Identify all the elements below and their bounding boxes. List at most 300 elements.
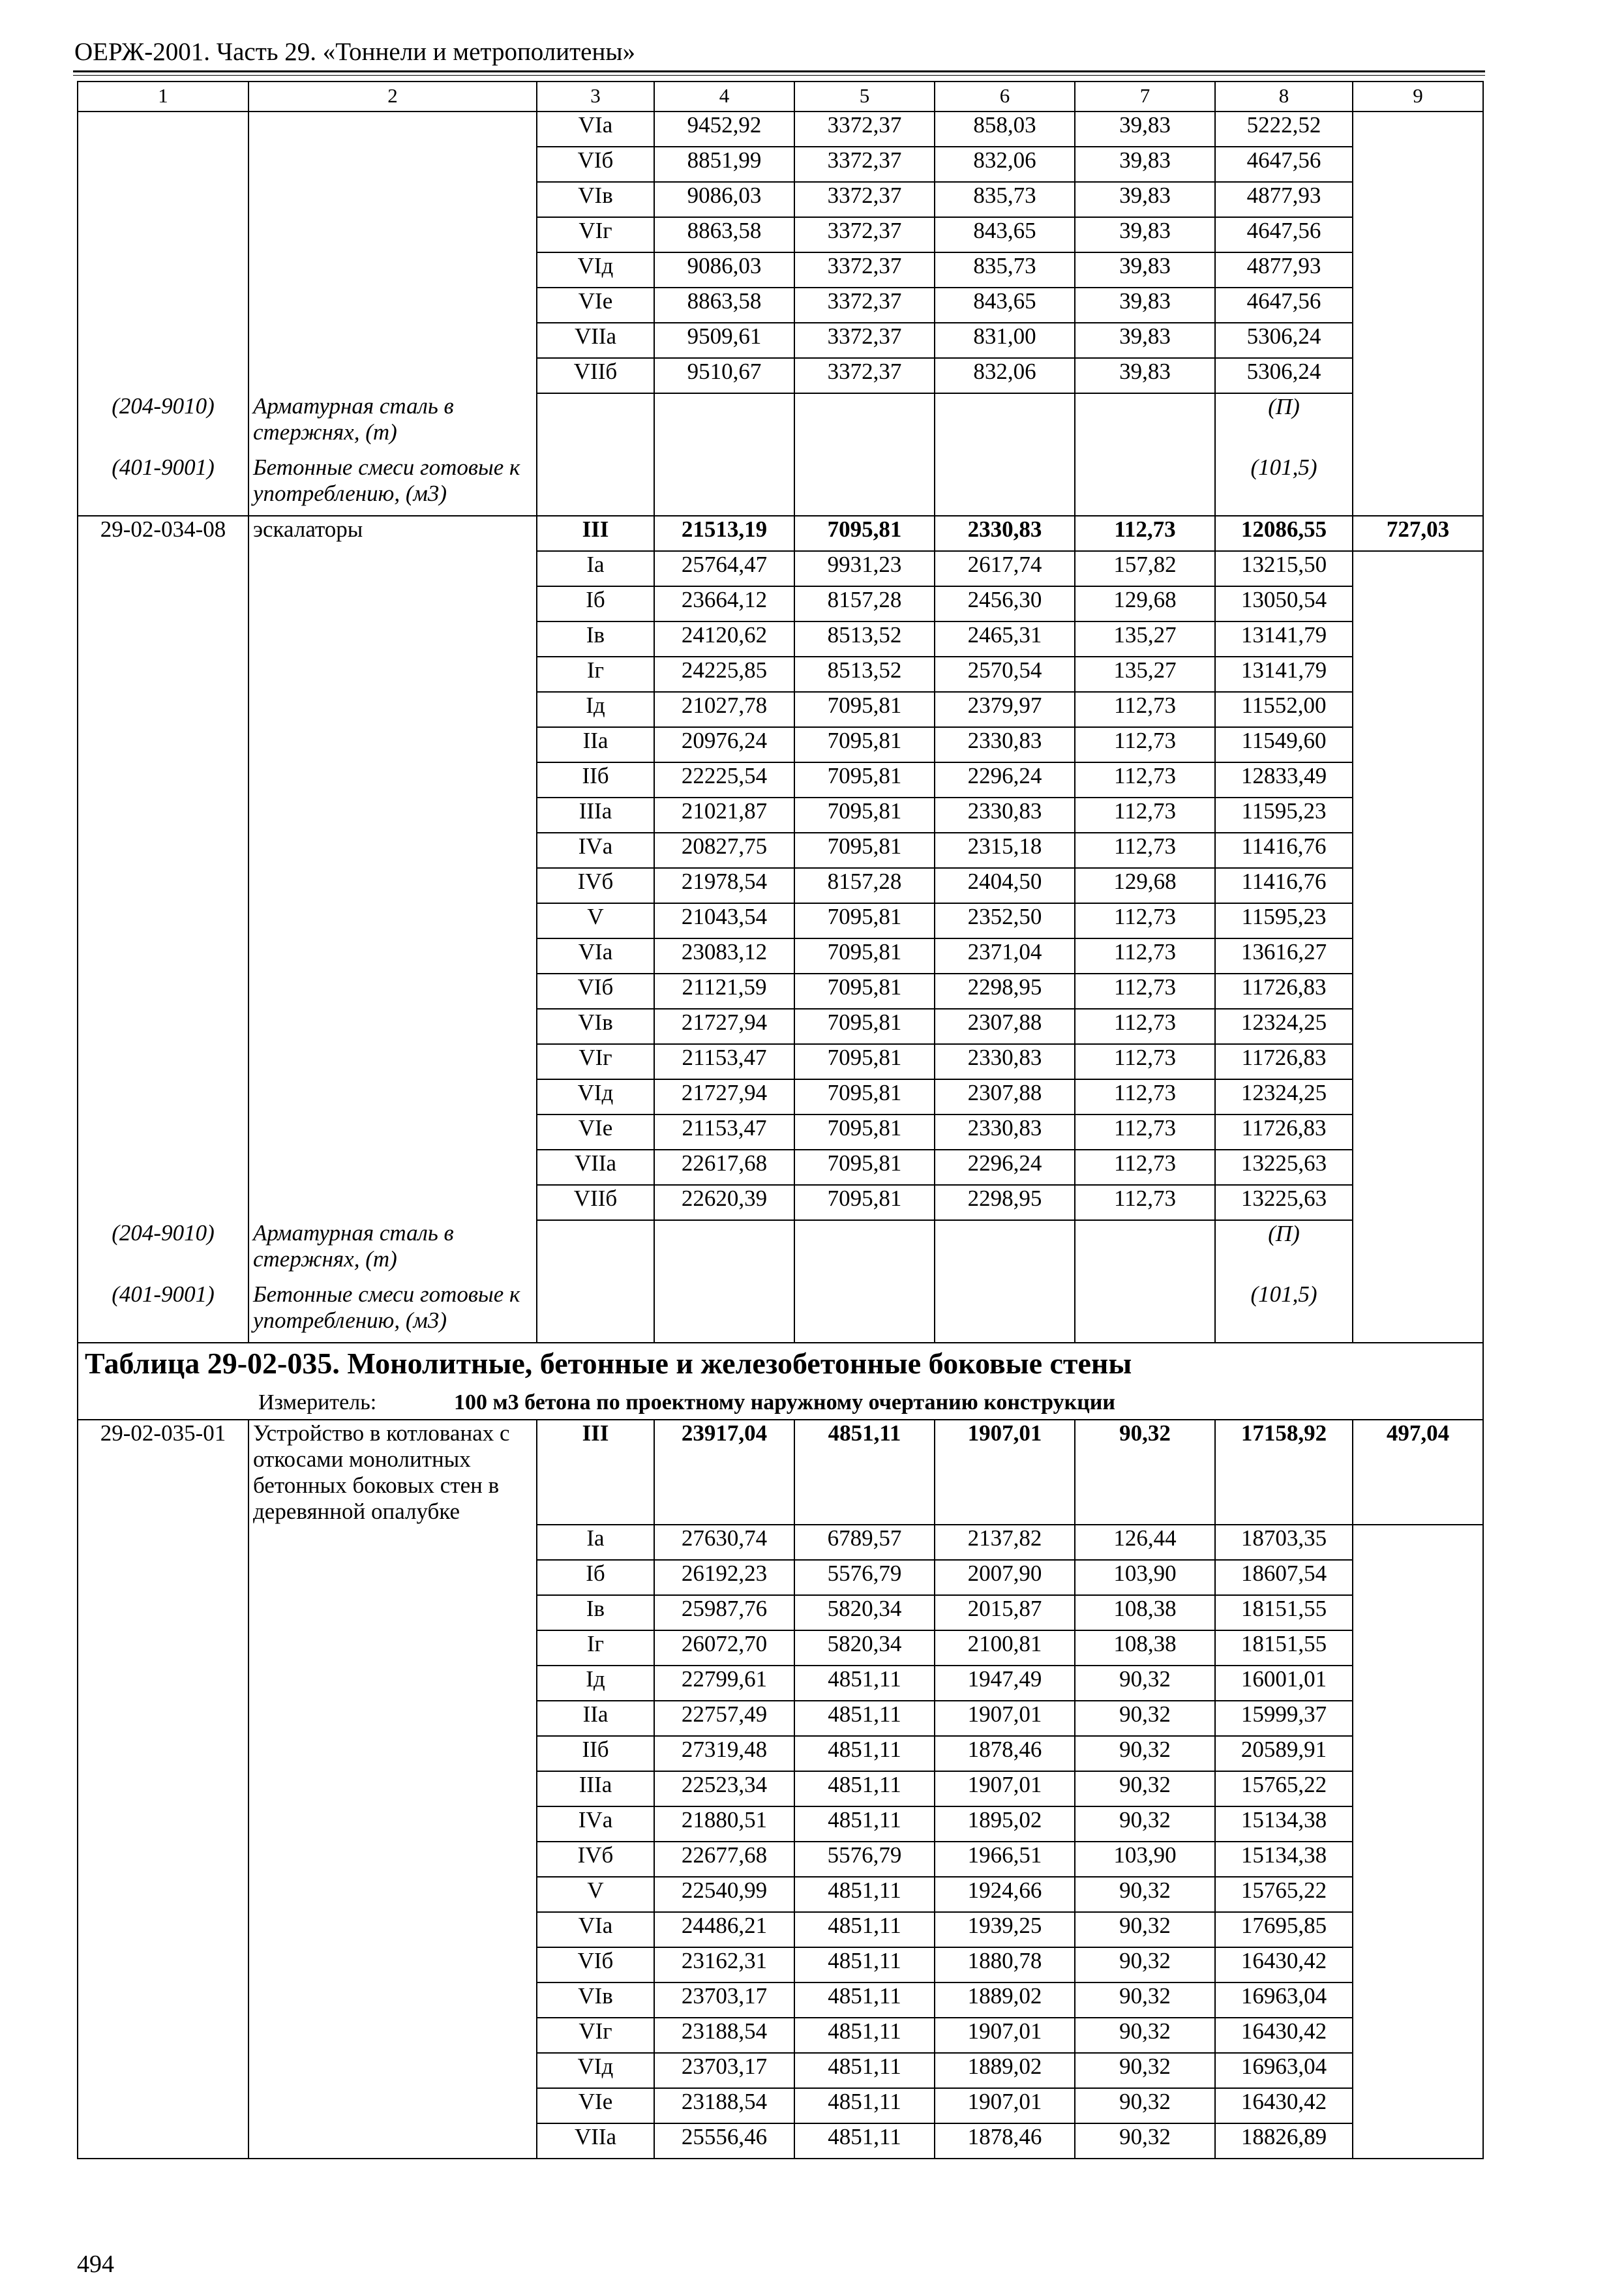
zone-cell: VIв [537,182,654,217]
zone-cell: VIIб [537,358,654,393]
value-cell-c9 [1353,1079,1483,1115]
zone-cell: IVа [537,833,654,868]
zone-cell: Iг [537,1630,654,1666]
value-cell-c9 [1353,657,1483,692]
value-cell-c7: 90,32 [1075,1701,1215,1736]
value-cell-c6: 2307,88 [935,1079,1075,1115]
table-row [78,2088,1483,2123]
zone-cell: IIа [537,727,654,762]
empty-cell [935,1281,1075,1343]
value-cell-c6: 2456,30 [935,586,1075,621]
rate-name-cell [248,974,537,1009]
value-cell-c4: 21727,94 [654,1009,794,1044]
empty-cell [1075,1220,1215,1281]
value-cell-c9 [1353,586,1483,621]
value-cell-c5: 3372,37 [794,112,935,147]
rate-code-cell [78,1947,248,1982]
value-cell-c5: 5576,79 [794,1560,935,1595]
material-name-cell: Арматурная сталь в стержнях, (т) [248,1220,537,1281]
table-row [78,1420,1483,1525]
value-cell-c6: 1895,02 [935,1806,1075,1842]
value-cell-c7: 90,32 [1075,1982,1215,2018]
rate-name-cell [248,938,537,974]
value-cell-c5: 5576,79 [794,1842,935,1877]
value-cell-c5: 7095,81 [794,1150,935,1185]
value-cell-c4: 21043,54 [654,903,794,938]
value-cell-c8: 12324,25 [1215,1009,1353,1044]
material-row [78,1281,1483,1343]
value-cell-c8: 5222,52 [1215,112,1353,147]
empty-cell [794,1220,935,1281]
value-cell-c6: 1889,02 [935,1982,1075,2018]
value-cell-c9 [1353,2018,1483,2053]
zone-cell: VIв [537,1009,654,1044]
rate-name-cell [248,798,537,833]
value-cell-c9 [1353,868,1483,903]
rate-name-cell [248,586,537,621]
value-cell-c7: 39,83 [1075,217,1215,252]
value-cell-c7: 90,32 [1075,2088,1215,2123]
value-cell-c6: 2007,90 [935,1560,1075,1595]
value-cell-c6: 2330,83 [935,1115,1075,1150]
material-code-cell: (401-9001) [78,1281,248,1343]
rate-code-cell [78,727,248,762]
empty-cell [1075,393,1215,455]
value-cell-c7: 90,32 [1075,1877,1215,1912]
value-cell-c9 [1353,147,1483,182]
value-cell-c5: 4851,11 [794,1947,935,1982]
value-cell-c5: 7095,81 [794,1044,935,1079]
value-cell-c9 [1353,1771,1483,1806]
rate-name-cell [248,1877,537,1912]
value-cell-c5: 7095,81 [794,798,935,833]
empty-cell [1075,455,1215,516]
value-cell-c8: 17695,85 [1215,1912,1353,1947]
value-cell-c7: 112,73 [1075,727,1215,762]
value-cell-c8: 16430,42 [1215,2088,1353,2123]
value-cell-c8: 13141,79 [1215,657,1353,692]
value-cell-c7: 112,73 [1075,692,1215,727]
rate-code-cell [78,1842,248,1877]
rate-name-cell [248,1630,537,1666]
table-row [78,1771,1483,1806]
empty-cell [1353,1281,1483,1343]
value-cell-c4: 8851,99 [654,147,794,182]
value-cell-c8: 16963,04 [1215,1982,1353,2018]
empty-cell [654,393,794,455]
value-cell-c4: 21121,59 [654,974,794,1009]
value-cell-c7: 129,68 [1075,868,1215,903]
column-number-cell: 5 [794,82,935,112]
value-cell-c4: 23188,54 [654,2018,794,2053]
value-cell-c6: 1907,01 [935,1420,1075,1525]
zone-cell: VIб [537,974,654,1009]
value-cell-c4: 8863,58 [654,288,794,323]
value-cell-c6: 2298,95 [935,974,1075,1009]
table-row [78,358,1483,393]
value-cell-c4: 20827,75 [654,833,794,868]
table-row [78,1044,1483,1079]
column-number-row [78,82,1483,112]
table-row [78,1560,1483,1595]
value-cell-c9 [1353,727,1483,762]
rate-name-cell [248,551,537,586]
value-cell-c9 [1353,833,1483,868]
material-code-cell: (204-9010) [78,1220,248,1281]
value-cell-c5: 7095,81 [794,1185,935,1220]
value-cell-c7: 39,83 [1075,182,1215,217]
value-cell-c7: 112,73 [1075,903,1215,938]
value-cell-c9 [1353,1185,1483,1220]
value-cell-c7: 112,73 [1075,762,1215,798]
table-row [78,833,1483,868]
value-cell-c8: 11595,23 [1215,903,1353,938]
value-cell-c7: 135,27 [1075,657,1215,692]
value-cell-c8: 16001,01 [1215,1666,1353,1701]
zone-cell: IIб [537,762,654,798]
column-number-cell: 9 [1353,82,1483,112]
rate-code-cell [78,1560,248,1595]
value-cell-c8: 11726,83 [1215,1115,1353,1150]
rate-name-cell [248,1912,537,1947]
value-cell-c4: 21513,19 [654,516,794,551]
value-cell-c5: 8157,28 [794,586,935,621]
zone-cell: III [537,516,654,551]
table-row [78,252,1483,288]
zone-cell: Iв [537,621,654,657]
value-cell-c7: 108,38 [1075,1595,1215,1630]
rate-code-cell [78,1666,248,1701]
zone-cell: VIб [537,1947,654,1982]
rate-name-cell [248,1736,537,1771]
value-cell-c4: 22757,49 [654,1701,794,1736]
value-cell-c7: 112,73 [1075,833,1215,868]
value-cell-c5: 8513,52 [794,621,935,657]
value-cell-c9 [1353,252,1483,288]
rate-code-cell [78,1912,248,1947]
value-cell-c6: 831,00 [935,323,1075,358]
value-cell-c6: 1878,46 [935,1736,1075,1771]
value-cell-c8: 5306,24 [1215,323,1353,358]
value-cell-c6: 1880,78 [935,1947,1075,1982]
material-row [78,455,1483,516]
value-cell-c6: 843,65 [935,288,1075,323]
value-cell-c4: 24486,21 [654,1912,794,1947]
material-qty-cell: (П) [1215,393,1353,455]
table-row [78,621,1483,657]
zone-cell: VIб [537,147,654,182]
value-cell-c4: 21153,47 [654,1115,794,1150]
table-row [78,1736,1483,1771]
measure-label: Измеритель: [258,1390,377,1414]
rate-name-cell [248,657,537,692]
value-cell-c5: 4851,11 [794,2088,935,2123]
value-cell-c5: 7095,81 [794,1115,935,1150]
page-number: 494 [77,2251,114,2278]
zone-cell: VIг [537,1044,654,1079]
rate-name-cell [248,217,537,252]
value-cell-c5: 7095,81 [794,727,935,762]
empty-cell [654,1281,794,1343]
value-cell-c4: 9510,67 [654,358,794,393]
empty-cell [1353,393,1483,455]
value-cell-c9 [1353,762,1483,798]
rate-name-cell [248,1842,537,1877]
rate-code-cell [78,1877,248,1912]
rate-code-cell [78,903,248,938]
value-cell-c9 [1353,182,1483,217]
value-cell-c6: 1924,66 [935,1877,1075,1912]
rate-name-cell [248,1115,537,1150]
rate-code-cell [78,551,248,586]
rate-name-cell [248,1666,537,1701]
zone-cell: V [537,1877,654,1912]
rate-code-cell [78,621,248,657]
value-cell-c5: 9931,23 [794,551,935,586]
value-cell-c6: 2617,74 [935,551,1075,586]
value-cell-c4: 22617,68 [654,1150,794,1185]
value-cell-c6: 2100,81 [935,1630,1075,1666]
value-cell-c7: 126,44 [1075,1525,1215,1560]
zone-cell: VIд [537,252,654,288]
rate-code-cell [78,798,248,833]
value-cell-c4: 9509,61 [654,323,794,358]
empty-cell [1353,1220,1483,1281]
value-cell-c5: 3372,37 [794,358,935,393]
value-cell-c5: 7095,81 [794,833,935,868]
value-cell-c6: 2296,24 [935,1150,1075,1185]
value-cell-c6: 2465,31 [935,621,1075,657]
rate-name-cell [248,621,537,657]
value-cell-c9 [1353,1595,1483,1630]
table-row [78,147,1483,182]
zone-cell: IVб [537,1842,654,1877]
rate-code-cell [78,1736,248,1771]
value-cell-c7: 39,83 [1075,358,1215,393]
value-cell-c6: 2404,50 [935,868,1075,903]
value-cell-c9 [1353,1560,1483,1595]
value-cell-c9 [1353,1877,1483,1912]
table-row [78,692,1483,727]
rate-name-cell [248,727,537,762]
column-number-cell: 3 [537,82,654,112]
value-cell-c5: 4851,11 [794,2123,935,2159]
value-cell-c8: 12833,49 [1215,762,1353,798]
value-cell-c8: 15134,38 [1215,1806,1353,1842]
zone-cell: VIIа [537,2123,654,2159]
value-cell-c9 [1353,1666,1483,1701]
rate-code-cell [78,1595,248,1630]
rate-code-cell [78,323,248,358]
zone-cell: III [537,1420,654,1525]
value-cell-c4: 23188,54 [654,2088,794,2123]
value-cell-c7: 90,32 [1075,1806,1215,1842]
value-cell-c5: 3372,37 [794,147,935,182]
value-cell-c4: 23083,12 [654,938,794,974]
material-name-cell: Арматурная сталь в стержнях, (т) [248,393,537,455]
value-cell-c9 [1353,1912,1483,1947]
table-row [78,1595,1483,1630]
rate-code-cell [78,252,248,288]
value-cell-c6: 2330,83 [935,727,1075,762]
column-number-cell: 2 [248,82,537,112]
value-cell-c9 [1353,621,1483,657]
zone-cell: Iв [537,1595,654,1630]
value-cell-c4: 27319,48 [654,1736,794,1771]
value-cell-c5: 4851,11 [794,1912,935,1947]
value-cell-c6: 2570,54 [935,657,1075,692]
rate-code-cell [78,2018,248,2053]
value-cell-c4: 21978,54 [654,868,794,903]
value-cell-c9 [1353,1044,1483,1079]
empty-cell [794,455,935,516]
zone-cell: VIв [537,1982,654,2018]
value-cell-c5: 3372,37 [794,323,935,358]
value-cell-c5: 4851,11 [794,1736,935,1771]
value-cell-c7: 39,83 [1075,112,1215,147]
table-row [78,1079,1483,1115]
rate-code-cell [78,1525,248,1560]
rate-name-cell [248,2018,537,2053]
document-title: ОЕРЖ-2001. Часть 29. «Тоннели и метрополитены» [74,38,636,66]
value-cell-c4: 21727,94 [654,1079,794,1115]
value-cell-c8: 11726,83 [1215,1044,1353,1079]
value-cell-c5: 4851,11 [794,1982,935,2018]
value-cell-c5: 3372,37 [794,182,935,217]
rate-name-cell [248,692,537,727]
section-title-row [78,1343,1483,1388]
value-cell-c6: 1966,51 [935,1842,1075,1877]
value-cell-c7: 112,73 [1075,798,1215,833]
zone-cell: VIд [537,1079,654,1115]
value-cell-c9: 497,04 [1353,1420,1483,1525]
rate-name-cell [248,1982,537,2018]
column-number-cell: 7 [1075,82,1215,112]
rate-name-cell [248,147,537,182]
zone-cell: Iд [537,1666,654,1701]
rate-name-cell [248,2123,537,2159]
value-cell-c8: 4877,93 [1215,252,1353,288]
value-cell-c8: 13225,63 [1215,1150,1353,1185]
empty-cell [794,1281,935,1343]
value-cell-c7: 39,83 [1075,252,1215,288]
value-cell-c6: 2379,97 [935,692,1075,727]
rate-name-cell [248,112,537,147]
value-cell-c5: 8157,28 [794,868,935,903]
rate-name-cell [248,1044,537,1079]
value-cell-c8: 16430,42 [1215,2018,1353,2053]
value-cell-c6: 2330,83 [935,1044,1075,1079]
value-cell-c5: 5820,34 [794,1595,935,1630]
header-rule-thin [73,75,1485,76]
value-cell-c5: 4851,11 [794,2053,935,2088]
value-cell-c5: 5820,34 [794,1630,935,1666]
value-cell-c8: 11552,00 [1215,692,1353,727]
value-cell-c9 [1353,2088,1483,2123]
value-cell-c5: 7095,81 [794,938,935,974]
value-cell-c9 [1353,1115,1483,1150]
value-cell-c7: 108,38 [1075,1630,1215,1666]
value-cell-c4: 22799,61 [654,1666,794,1701]
value-cell-c8: 13616,27 [1215,938,1353,974]
zone-cell: Iб [537,1560,654,1595]
rate-code-cell [78,974,248,1009]
zone-cell: VIг [537,217,654,252]
value-cell-c7: 103,90 [1075,1560,1215,1595]
value-cell-c5: 3372,37 [794,217,935,252]
value-cell-c6: 1907,01 [935,2018,1075,2053]
value-cell-c8: 11595,23 [1215,798,1353,833]
rate-name-cell [248,868,537,903]
measure-cell [78,1388,1483,1420]
value-cell-c7: 157,82 [1075,551,1215,586]
value-cell-c8: 13215,50 [1215,551,1353,586]
zone-cell: Iд [537,692,654,727]
value-cell-c7: 39,83 [1075,288,1215,323]
rate-code-cell [78,1009,248,1044]
value-cell-c5: 4851,11 [794,1420,935,1525]
rate-code-cell [78,288,248,323]
column-number-cell: 1 [78,82,248,112]
zone-cell: Iа [537,551,654,586]
empty-cell [1353,455,1483,516]
value-cell-c8: 11726,83 [1215,974,1353,1009]
column-number-cell: 4 [654,82,794,112]
material-name-cell: Бетонные смеси готовые к употреблению, (м3) [248,1281,537,1343]
value-cell-c7: 39,83 [1075,147,1215,182]
rate-code-cell [78,692,248,727]
value-cell-c5: 7095,81 [794,1079,935,1115]
value-cell-c8: 13141,79 [1215,621,1353,657]
value-cell-c4: 26192,23 [654,1560,794,1595]
table-row [78,1115,1483,1150]
material-name-cell: Бетонные смеси готовые к употреблению, (м3) [248,455,537,516]
rate-code-cell: 29-02-034-08 [78,516,248,551]
rate-code-cell [78,1044,248,1079]
value-cell-c9 [1353,1842,1483,1877]
empty-cell [654,455,794,516]
rate-name-cell [248,2088,537,2123]
rate-name-cell: Устройство в котлованах с откосами монолитных бетонных боковых стен в деревянной опалубке [248,1420,537,1525]
value-cell-c6: 1907,01 [935,1771,1075,1806]
rate-name-cell [248,1701,537,1736]
value-cell-c6: 2296,24 [935,762,1075,798]
table-row [78,2018,1483,2053]
value-cell-c7: 90,32 [1075,1736,1215,1771]
value-cell-c4: 21880,51 [654,1806,794,1842]
value-cell-c4: 23703,17 [654,2053,794,2088]
value-cell-c4: 25556,46 [654,2123,794,2159]
rate-code-cell [78,833,248,868]
rate-name-cell [248,1009,537,1044]
value-cell-c6: 2371,04 [935,938,1075,974]
empty-cell [794,393,935,455]
value-cell-c7: 112,73 [1075,1115,1215,1150]
value-cell-c5: 3372,37 [794,288,935,323]
value-cell-c7: 90,32 [1075,1947,1215,1982]
rate-code-cell [78,1771,248,1806]
rate-name-cell [248,288,537,323]
value-cell-c7: 90,32 [1075,1666,1215,1701]
value-cell-c4: 9086,03 [654,252,794,288]
value-cell-c8: 13225,63 [1215,1185,1353,1220]
rate-code-cell [78,1630,248,1666]
material-row [78,393,1483,455]
value-cell-c8: 4647,56 [1215,288,1353,323]
value-cell-c7: 39,83 [1075,323,1215,358]
value-cell-c4: 22225,54 [654,762,794,798]
rate-name-cell [248,762,537,798]
